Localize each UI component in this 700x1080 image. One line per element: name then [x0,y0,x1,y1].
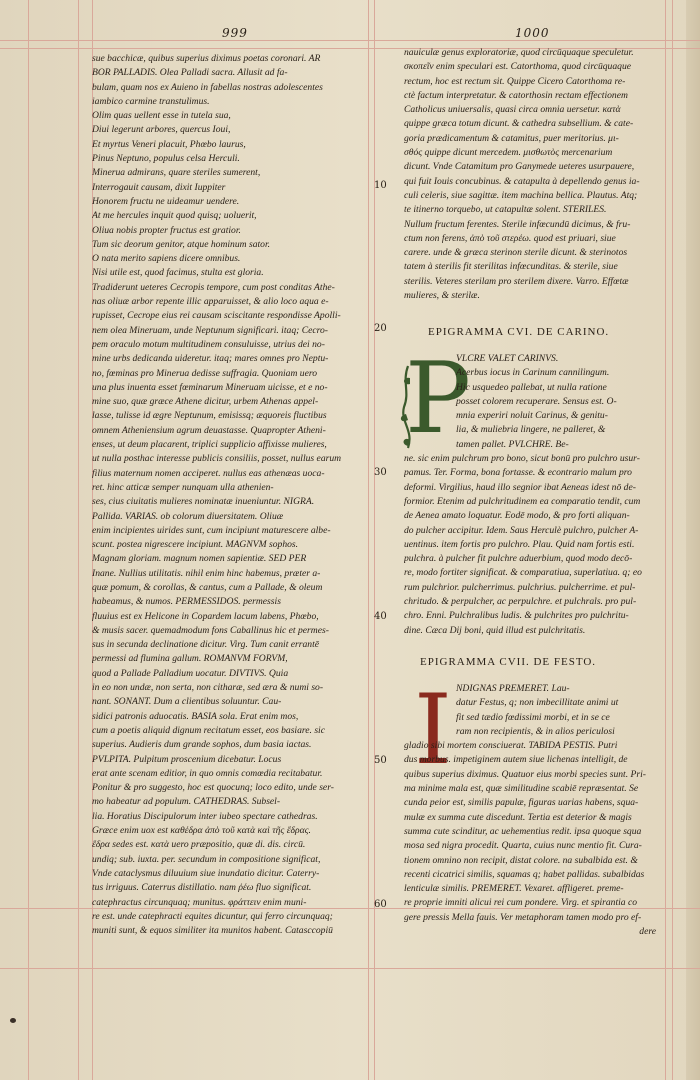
text-line: σθός quippe dicunt mercedem. μισθωτὸς mercenarium [404,147,613,159]
text-line: PVLPITA. Pulpitum proscenium dicebatur. Locus [92,753,282,765]
text-line: sue bacchicæ, quibus superius diximus poetas coronari. AR [92,53,321,64]
text-line: & musis sacer. quemadmodum fons Caballinus hic et permes- [92,624,329,636]
folio-right: 1000 [515,26,550,40]
text-line: carere. unde & græca sterinon sterile dicunt. & sterinotos [404,247,628,259]
text-line: Nullum fructum ferentes. Sterile infœcundū dicimus, & fru- [404,218,631,230]
text-line: de Aenea amato loquatur. Eodē modo, & pro forti aliquan- [404,510,630,522]
text-line: goria prædicamentum & catamitus, puer meritorius. μι- [404,132,619,144]
text-line: muniti sunt, & equos similiter ita munitos habent. Catasccopiū [92,925,333,937]
text-line: quibus superius diximus. Quatuor eius morbi species sunt. Pri- [404,768,646,780]
text-line: posset colorem recuperare. Sensus est. O- [456,395,617,407]
text-line: Tradiderunt ueteres Cecropis tempore, cum post conditas Athe- [92,281,335,293]
text-line: Et myrtus Veneri placuit, Phœbo laurus, [92,138,246,150]
text-line: Pinus Neptuno, populus celsa Herculi. [92,153,240,165]
text-line: NDIGNAS PREMERET. Lau- [456,683,570,694]
text-line: ἕδρα sedes est. κατὰ uero præpositio, quæ di. dis. circū. [92,839,306,851]
text-line: rum pulchrior. pulcherrimus. pulchrius. pulcherrime. et pul- [404,581,636,593]
text-line: omnem Atheniensium agrum deuastasse. Quapropter Atheni- [92,424,326,436]
text-line: dine. Cæca Dij boni, quid illud est pulchritatis. [404,624,586,636]
text-line: mo habeatur ad populum. CATHEDRAS. Subsel- [92,796,281,808]
line-number: 50 [374,755,387,766]
text-line: Magnam gloriam. magnum nomen sapientiæ. SED PER [92,553,307,565]
text-line: mnia experiri noluit Carinus, & genitu- [456,410,608,422]
festo-commentary [404,674,674,939]
text-line: formior. Etenim ad pulchritudinem ea comparatio tendit, cum [404,495,641,507]
text-line: pulchra. à pulcher fit pulchre aduerbium, quod modo decō- [404,553,633,565]
text-line: gladio sibi mortem consciuerat. TABIDA PESTIS. Putri [404,740,618,752]
ruling-line [368,0,369,1080]
text-line: Honorem fructu ne uideamur uendere. [92,195,240,207]
text-line: Tum sic deorum genitor, atque hominum sator. [92,238,271,250]
text-line: σκοπεῖν enim speculari est. Catorthoma, quod circūquaque [404,61,632,73]
text-line: lenticulæ similis. PREMERET. Vexaret. affligeret. preme- [404,883,624,895]
ruling-line [0,40,700,41]
text-line: re, modo fortiter significat. & comparatiua, superlatiua. q; eo [404,567,642,579]
ruling-line [0,968,700,969]
text-line: Ponitur & pro suggesto, hoc est quocunq; loco edito, unde ser- [92,782,334,794]
text-line: Olim quas uellent esse in tutela sua, [92,110,231,122]
text-line: enim incipientes uirides sunt, cum incipiunt maturescere albe- [92,524,331,536]
text-line: sus in secunda declinatione dicitur. Virg. Tum canit errantē [92,639,320,651]
ruling-line [78,0,79,1080]
text-line: mine suo, quæ græce Athene dicitur, urbem Athenas appel- [92,396,319,408]
text-line: VLCRE VALET CARINVS. [456,353,559,364]
text-line: nas oliuæ arbor repente illic apparuisset, & alio loco aqua e- [92,296,329,308]
text-line: ctum non ferens, ἀπὸ τοῦ στερέω. quod est priuari, siue [404,232,616,244]
text-line: Nisi utile est, quod facimus, stulta est gloria. [92,267,264,279]
text-line: quod a Pallade Palladium uocatur. DIVTIVS. Quia [92,667,289,679]
text-line: mulieres, & sterilæ. [404,290,480,302]
text-line: cunda peior est, similis papulæ, figuras uarias habens, squa- [404,797,639,809]
text-line: chritudo. & perpulcher, ac perpulchre. et pulchrals. pro pul- [404,596,637,608]
text-line: BOR PALLADIS. Olea Palladi sacra. Allusit ad fa- [92,67,288,79]
text-line: scunt. postea nigrescere incipiunt. MAGNVM sophos. [92,539,299,551]
text-line: ses, cius ciuitatis mulieres nominatæ inueniuntur. NIGRA. [92,496,315,508]
text-line: qui fuit Iouis concubinus. & catapulta à depellendo genus ia- [404,175,640,187]
text-line: tamen pallet. PVLCHRE. Be- [456,438,569,450]
text-line: fit sed tædio fœdissimi morbi, et in se ce [456,711,610,723]
text-line: quæ pomum, & corollas, & cantus, cum a Pallade, & oleum [92,581,323,593]
text-line: ctè factum interpretatur. & catorthosin rectam effectionem [404,89,628,101]
text-line: bulam, quam nos ex Auieno in fabellas nostras adolescentes [92,81,323,93]
text-line: Inane. Nullius utilitatis. nihil enim hinc habemus, præter a- [92,567,321,579]
text-line: ma minime mala est, quæ similitudine scabiē repræsentat. Se [404,783,639,795]
text-line: no, fœminas pro Minerua dedisse suffragia. Quoniam uero [92,367,318,379]
page-edge [686,0,700,1080]
text-line: tus irriguus. Caterrus distillatio. nam ῥέω fluo significat. [92,882,312,894]
epigram-heading-carino: EPIGRAMMA CVI. DE CARINO. [428,326,610,338]
text-line: chro. Enni. Pulchralibus ludis. & pulchrites pro pulchritu- [404,610,629,622]
text-line: Catholicus uniuersalis, quasi circa omnia uersetur. κατὰ [404,104,621,116]
text-line: re est. unde catephracti equites dicuntur, qui ferro circunquaq; [92,910,333,922]
text-line: gere pressis Mella fauis. Ver metaphoram tamen modo pro ef- [404,911,642,923]
text-line: ut nulla posthac interesse publicis consiliis, posset, nullus earum [92,453,342,465]
text-line: pem oraculo motum multitudinem consuluisse, utrius dei no- [92,338,325,350]
text-line: lia. Horatius Discipulorum inter iubeo spectare cathedras. [92,810,318,822]
text-line: Diui legerunt arbores, quercus Ioui, [92,124,231,136]
line-number: 20 [374,323,387,334]
text-line: lasse, tulisse id ægre Neptunum, emisissq; æquoreis fluctibus [92,410,327,422]
text-line: catephractus circunquaq; munitus. φράττειν enim muni- [92,896,307,908]
text-line: dus morbus. impetiginem autem siue lichenas intelligit, de [404,754,628,766]
text-line: ne. sic enim pulchrum pro bono, sicut bonū pro pulchro usur- [404,453,640,465]
line-number: 10 [374,180,387,191]
text-line: dicunt. Vnde Catamitum pro Ganymede ueteres usurpauere, [404,161,635,173]
text-line: Interrogauit causam, dixit Iuppiter [92,181,226,193]
ruling-line [28,0,29,1080]
text-line: sidici patronis aduocatis. BASIA sola. Erat enim mos, [92,710,299,722]
text-line: Vnde cataclysmus diluuium siue inundatio dicitur. Caterry- [92,867,320,879]
text-line: tatem à sterilis fit sterilitas infœcunditas. & sterile, siue [404,261,618,273]
right-column-top [404,46,674,303]
text-line: una plus inuenta esset fœminarum Mineruam uicisse, et e no- [92,381,328,393]
text-line: datur Festus, q; non imbecillitate animi ut [456,697,619,709]
text-line: At me hercules inquit quod quisq; uoluerit, [92,210,257,222]
text-line: mosa sed nigra procedit. Quarta, cuius nunc mentio fit. Cura- [404,840,642,852]
initial-i: I [414,674,452,786]
text-line: tionem omnino non recipit, distat colore. na subalbida est. & [404,854,638,866]
text-line: mine urbs dedicanda uideretur. itaq; mares omnes pro Neptu- [92,353,329,365]
text-line: habeamus, & numos. PERMESSIDOS. permessis [92,596,281,608]
text-line: Græce enim uox est καθέδρα ἀπὸ τοῦ κατὰ καὶ τῆς ἕδρας. [92,825,311,837]
text-line: filius maternum nomen acciperet. nullus eas athenæas uoca- [92,467,325,479]
text-line: rupisset, Cecrope eius rei causam sciscitante respondisse Apolli- [92,310,341,322]
text-line: ram non recipientis, & in alios periculosi [456,725,615,737]
text-line: pamus. Ter. Forma, bona fortasse. & econtrario malum pro [404,467,632,479]
text-line: Pallida. VARIAS. ob colorum diuersitatem. Oliuæ [92,510,284,522]
text-line: summa cute scinditur, ac uehementius redit. ipsa quoque squa [404,825,642,837]
text-line: nem olea Mineruam, unde Neptunum significari. itaq; Cecro- [92,324,328,336]
text-line: Acerbus iocus in Carinum cannilingum. [456,367,610,379]
text-line: dere [639,926,656,938]
text-line: uentinus. item fortis pro pulchro. Plau. Quid nam fortis esti. [404,538,635,550]
text-line: undiq; sub. iuxta. per. secundum in compositione significat, [92,853,321,865]
ruling-line [374,0,375,1080]
text-line: mulæ ex summa cute discedunt. Tertia est deterior & magis [404,811,632,823]
text-line: fluuius est ex Helicone in Copardem lacum labens, Phœbo, [92,610,319,622]
text-line: iambico carmine transtulimus. [92,95,210,107]
text-line: O nata merito sapiens dicere omnibus. [92,253,241,265]
ink-blot [10,1018,16,1023]
epigram-heading-festo: EPIGRAMMA CVII. DE FESTO. [420,656,597,668]
text-line: deformi. Virgilius, haud illo segnior ibat Aeneas idest nō de- [404,481,636,493]
carino-commentary [404,342,674,638]
text-line: Hic usquedeo pallebat, ut nulla ratione [456,381,607,393]
text-line: rectum, hoc est rectum sit. Quippe Cicero Catorthoma re- [404,75,626,87]
text-line: Oliua nobis propter fructus est gratior. [92,224,241,236]
text-line: erat ante scenam editior, in quo omnis comœdia recitabatur. [92,767,323,779]
text-line: nauiculæ genus exploratoriæ, quod circūquaque speculetur. [404,47,634,58]
text-line: te itinerno torquebo, ut catapultæ solent. STERILES. [404,204,607,216]
left-column [92,52,368,938]
text-line: permessi ad flumina gallum. ROMANVM FORVM, [92,653,288,665]
line-number: 30 [374,467,387,478]
text-line: re proprie imniti alicui rei cum pondere. Virg. et spirantia co [404,897,638,909]
text-line: in eo non undæ, non serta, non citharæ, sed æra & numi so- [92,682,324,694]
text-line: enses, ut deum placarent, triplici supplicio affixisse mulieres, [92,439,327,451]
text-line: ret. hinc atticæ semper nunquam ulla athenien- [92,481,274,493]
text-line: do pulcher accipitur. Idem. Saus Herculè pulchro, pulcher A- [404,524,639,536]
text-line: quippe græca totum dicunt. & cathedra subsellium. & cate- [404,118,634,130]
initial-p: P [405,342,471,456]
line-number: 40 [374,611,387,622]
folio-left: 999 [222,26,248,40]
text-line: sterilis. Veteres sterilam pro sterilem dixere. Varro. Effœtæ [404,275,629,287]
text-line: superius. Audieris dum grande sophos, dum basia iactas. [92,739,312,751]
text-line: cum a poetis aliquid dignum recitatum esset, eos basiare. sic [92,724,325,736]
line-number: 60 [374,899,387,910]
text-line: culi celeris, siue sagittæ. item machina bellica. Plautus. Atq; [404,189,638,201]
text-line: nant. SONANT. Dum a clientibus soluuntur. Cau- [92,696,282,708]
text-line: lia, & muliebria lingere, ne palleret, & [456,424,606,436]
text-line: Minerua admirans, quare steriles sumerent, [92,167,261,179]
text-line: recenti cicatrici similis, squamas q; habet pallidas. subalbidas [404,868,645,880]
